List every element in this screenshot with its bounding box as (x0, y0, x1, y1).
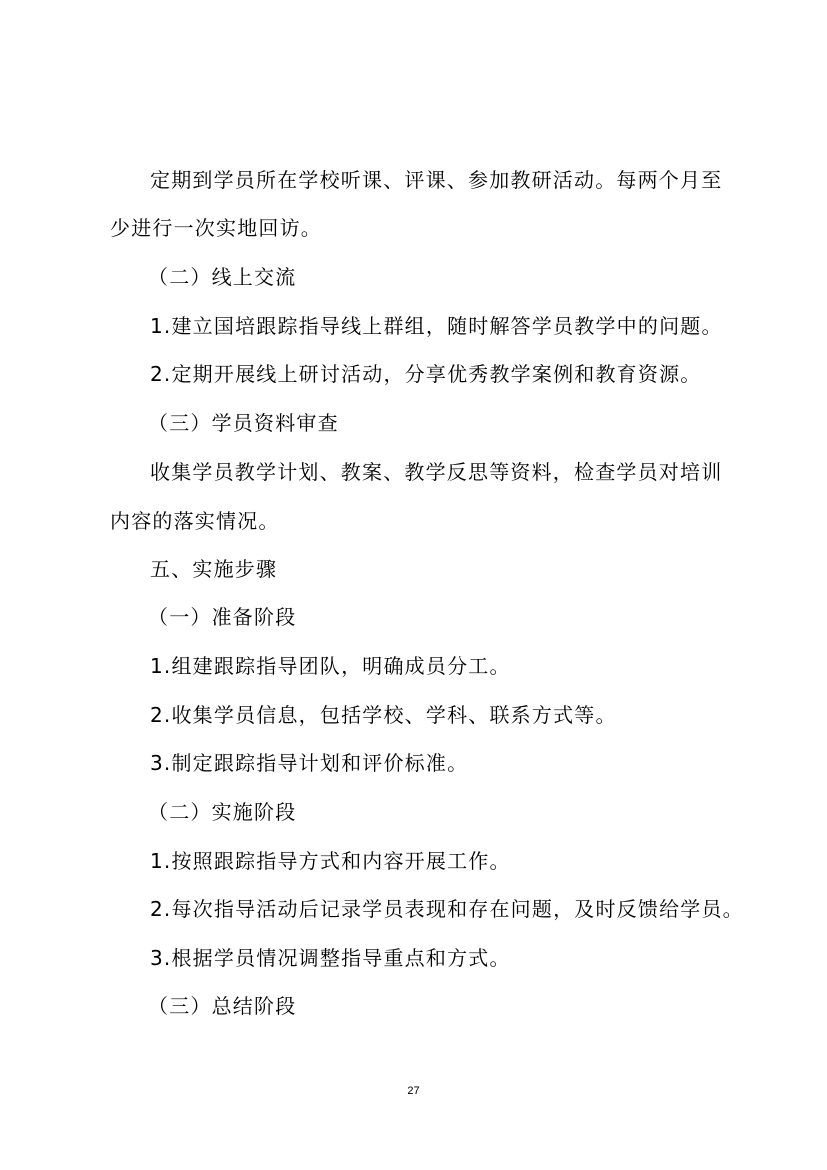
paragraph-line: 收集学员教学计划、教案、教学反思等资料，检查学员对培训 (150, 460, 723, 484)
paragraph-line: 定期到学员所在学校听课、评课、参加教研活动。每两个月至 (150, 168, 723, 192)
section-heading: （三）学员资料审查 (148, 411, 339, 435)
page-number: 27 (407, 1085, 420, 1097)
section-heading: （三）总结阶段 (148, 994, 297, 1018)
list-item: 2.每次指导活动后记录学员表现和存在问题，及时反馈给学员。 (150, 897, 744, 921)
paragraph-line: 内容的落实情况。 (110, 509, 280, 533)
section-heading: （二）线上交流 (148, 265, 297, 289)
list-item: 1.建立国培跟踪指导线上群组，随时解答学员教学中的问题。 (150, 314, 723, 338)
list-item: 2.收集学员信息，包括学校、学科、联系方式等。 (150, 703, 617, 727)
list-item: 2.定期开展线上研讨活动，分享优秀教学案例和教育资源。 (150, 362, 702, 386)
paragraph-line: 少进行一次实地回访。 (110, 216, 322, 240)
list-item: 3.根据学员情况调整指导重点和方式。 (150, 946, 511, 970)
list-item: 3.制定跟踪指导计划和评价标准。 (150, 751, 469, 775)
section-heading: （二）实施阶段 (148, 800, 297, 824)
section-heading: （一）准备阶段 (148, 605, 297, 629)
list-item: 1.组建跟踪指导团队，明确成员分工。 (150, 654, 511, 678)
list-item: 1.按照跟踪指导方式和内容开展工作。 (150, 849, 511, 873)
chapter-heading: 五、实施步骤 (150, 557, 278, 581)
